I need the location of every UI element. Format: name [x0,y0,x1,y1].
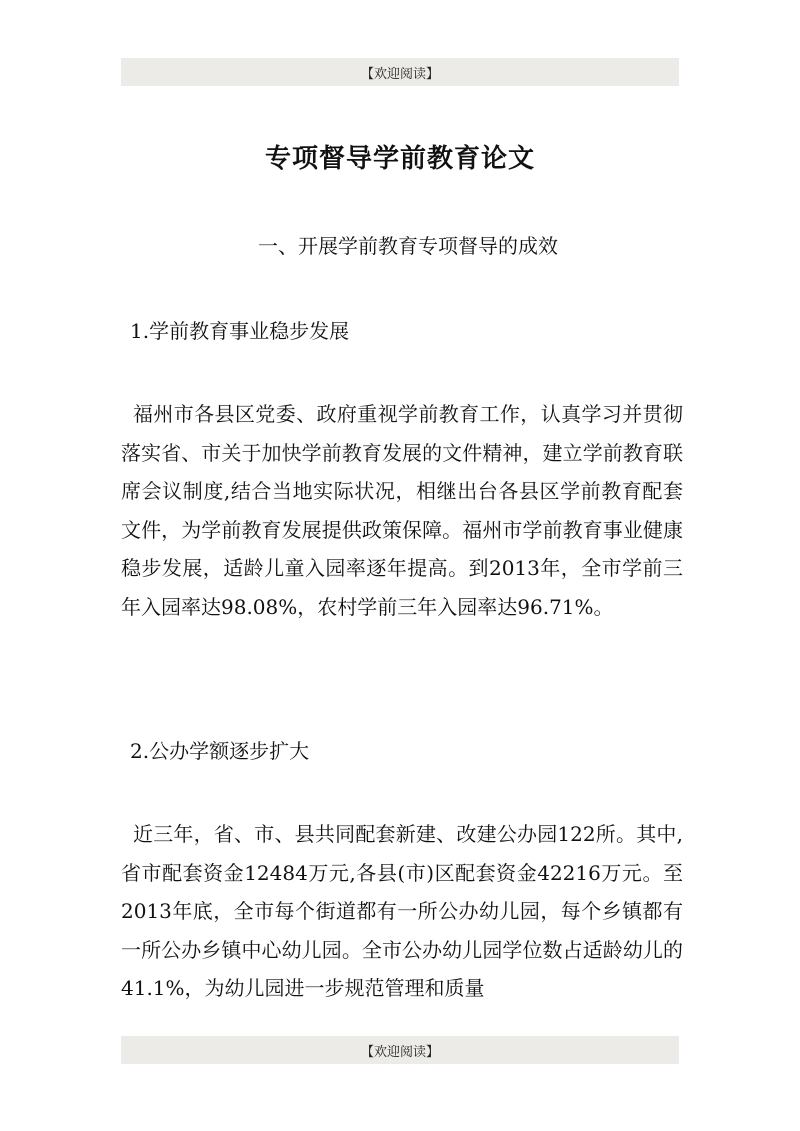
footer-banner-text: 【欢迎阅读】 [360,1044,439,1060]
header-banner-text: 【欢迎阅读】 [360,66,439,82]
section-heading: 一、开展学前教育专项督导的成效 [258,234,558,258]
subsection-paragraph-1: 福州市各县区党委、政府重视学前教育工作，认真学习并贯彻落实省、市关于加快学前教育发展的文件精神，建立学前教育联席会议制度,结合当地实际状况，相继出台各县区学前教育配套文件，为学前教育发展提供政策保障。福州市学前教育事业健康稳步发展，适龄儿童入园率逐年提高。到2013年，全市学前三年入园率达98.08%，农村学前三年入园率达96.71%。 [121,402,683,619]
footer-banner [121,1036,679,1064]
subsection-paragraph-2: 近三年，省、市、县共同配套新建、改建公办园122所。其中,省市配套资金12484万元,各县(市)区配套资金42216万元。至2013年底，全市每个街道都有一所公办幼儿园，每个乡镇都有一所公办乡镇中心幼儿园。全市公办幼儿园学位数占适龄幼儿的41.1%，为幼儿园进一步规范管理和质量 [121,822,683,1000]
document-title: 专项督导学前教育论文 [264,144,535,174]
subsection-heading-2: 2.公办学额逐步扩大 [130,739,310,763]
header-banner [121,58,679,86]
subsection-heading-1: 1.学前教育事业稳步发展 [130,319,350,343]
